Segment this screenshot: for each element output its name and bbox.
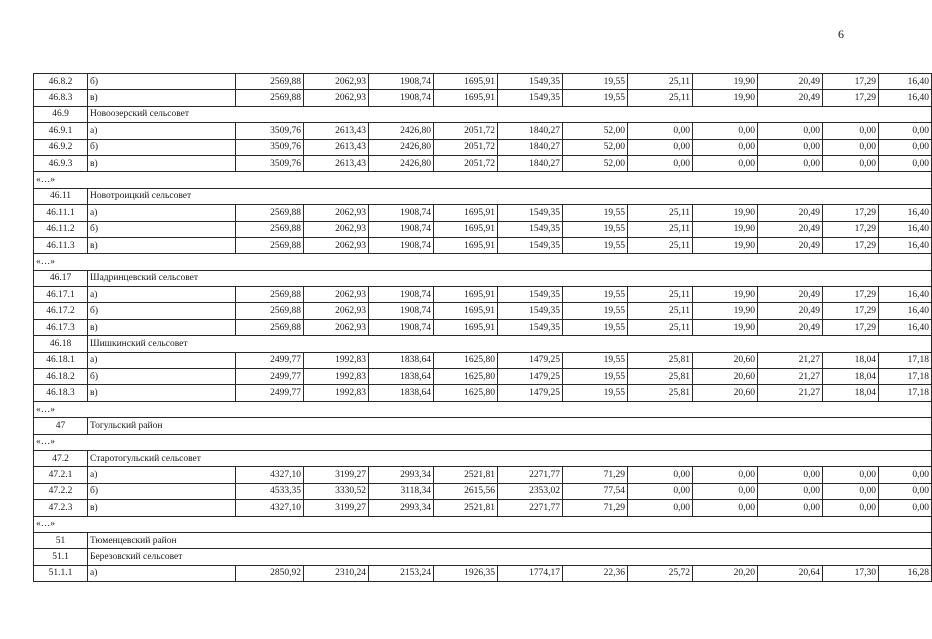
row-subitem: а) <box>88 123 236 139</box>
value-cell: 2051,72 <box>434 155 498 171</box>
table-row <box>34 74 932 90</box>
row-code: 46.18.1 <box>34 352 88 368</box>
section-row <box>34 532 932 548</box>
value-cell: 1549,35 <box>498 303 563 319</box>
section-name: Старотогульский сельсовет <box>88 450 932 466</box>
row-code: 46.11.1 <box>34 205 88 221</box>
value-cell: 1992,83 <box>304 352 369 368</box>
value-cell: 19,90 <box>693 287 758 303</box>
value-cell: 0,00 <box>628 139 693 155</box>
value-cell: 1838,64 <box>369 369 434 385</box>
value-cell: 25,11 <box>628 319 693 335</box>
value-cell: 17,29 <box>823 90 879 106</box>
value-cell: 20,60 <box>693 369 758 385</box>
value-cell: 0,00 <box>758 483 823 499</box>
value-cell: 17,29 <box>823 287 879 303</box>
value-cell: 3509,76 <box>236 155 304 171</box>
value-cell: 2613,43 <box>304 155 369 171</box>
value-cell: 1549,35 <box>498 319 563 335</box>
row-code: 46.17.1 <box>34 287 88 303</box>
value-cell: 16,40 <box>879 221 932 237</box>
value-cell: 17,18 <box>879 385 932 401</box>
value-cell: 20,49 <box>758 205 823 221</box>
value-cell: 25,81 <box>628 385 693 401</box>
value-cell: 20,20 <box>693 565 758 581</box>
value-cell: 19,55 <box>563 369 628 385</box>
value-cell: 2426,80 <box>369 139 434 155</box>
row-subitem: б) <box>88 139 236 155</box>
section-name: Новотроицкий сельсовет <box>88 188 932 204</box>
section-code: 46.9 <box>34 106 88 122</box>
value-cell: 2062,93 <box>304 319 369 335</box>
value-cell: 19,55 <box>563 237 628 253</box>
omission-mark: «…» <box>34 516 932 532</box>
value-cell: 25,72 <box>628 565 693 581</box>
value-cell: 52,00 <box>563 155 628 171</box>
value-cell: 1774,17 <box>498 565 563 581</box>
value-cell: 20,60 <box>693 385 758 401</box>
value-cell: 19,55 <box>563 221 628 237</box>
table-row <box>34 221 932 237</box>
table-row <box>34 205 932 221</box>
value-cell: 2353,02 <box>498 483 563 499</box>
value-cell: 77,54 <box>563 483 628 499</box>
omission-row <box>34 254 932 270</box>
value-cell: 21,27 <box>758 369 823 385</box>
value-cell: 19,90 <box>693 90 758 106</box>
value-cell: 19,55 <box>563 287 628 303</box>
value-cell: 20,49 <box>758 74 823 90</box>
value-cell: 19,55 <box>563 90 628 106</box>
value-cell: 16,40 <box>879 287 932 303</box>
row-subitem: а) <box>88 287 236 303</box>
table-row <box>34 139 932 155</box>
section-row <box>34 336 932 352</box>
row-code: 46.18.2 <box>34 369 88 385</box>
section-row <box>34 106 932 122</box>
value-cell: 2153,24 <box>369 565 434 581</box>
value-cell: 19,55 <box>563 205 628 221</box>
value-cell: 1695,91 <box>434 303 498 319</box>
section-name: Шишкинский сельсовет <box>88 336 932 352</box>
value-cell: 1549,35 <box>498 287 563 303</box>
value-cell: 1838,64 <box>369 385 434 401</box>
value-cell: 2615,56 <box>434 483 498 499</box>
value-cell: 1479,25 <box>498 385 563 401</box>
table-row <box>34 237 932 253</box>
value-cell: 3118,34 <box>369 483 434 499</box>
value-cell: 0,00 <box>879 483 932 499</box>
value-cell: 19,90 <box>693 237 758 253</box>
value-cell: 4327,10 <box>236 467 304 483</box>
value-cell: 0,00 <box>758 155 823 171</box>
value-cell: 22,36 <box>563 565 628 581</box>
value-cell: 2569,88 <box>236 319 304 335</box>
value-cell: 20,64 <box>758 565 823 581</box>
section-name: Шадринцевский сельсовет <box>88 270 932 286</box>
value-cell: 20,49 <box>758 90 823 106</box>
value-cell: 1908,74 <box>369 205 434 221</box>
value-cell: 25,11 <box>628 303 693 319</box>
section-code: 46.17 <box>34 270 88 286</box>
table-row <box>34 90 932 106</box>
row-subitem: в) <box>88 500 236 516</box>
table-row <box>34 369 932 385</box>
section-row <box>34 188 932 204</box>
section-row <box>34 549 932 565</box>
row-code: 46.17.3 <box>34 319 88 335</box>
value-cell: 0,00 <box>628 123 693 139</box>
value-cell: 1838,64 <box>369 352 434 368</box>
value-cell: 0,00 <box>628 483 693 499</box>
value-cell: 20,49 <box>758 303 823 319</box>
row-subitem: а) <box>88 205 236 221</box>
value-cell: 1695,91 <box>434 287 498 303</box>
value-cell: 2569,88 <box>236 205 304 221</box>
value-cell: 20,60 <box>693 352 758 368</box>
value-cell: 2569,88 <box>236 90 304 106</box>
page-number: 6 <box>838 27 844 41</box>
value-cell: 20,49 <box>758 319 823 335</box>
row-code: 46.9.2 <box>34 139 88 155</box>
value-cell: 4533,35 <box>236 483 304 499</box>
value-cell: 1992,83 <box>304 369 369 385</box>
value-cell: 1549,35 <box>498 221 563 237</box>
value-cell: 17,29 <box>823 237 879 253</box>
value-cell: 1695,91 <box>434 90 498 106</box>
value-cell: 18,04 <box>823 385 879 401</box>
value-cell: 1840,27 <box>498 123 563 139</box>
value-cell: 1992,83 <box>304 385 369 401</box>
value-cell: 1695,91 <box>434 221 498 237</box>
row-code: 47.2.2 <box>34 483 88 499</box>
value-cell: 1695,91 <box>434 237 498 253</box>
value-cell: 2271,77 <box>498 467 563 483</box>
value-cell: 19,90 <box>693 303 758 319</box>
omission-mark: «…» <box>34 401 932 417</box>
omission-mark: «…» <box>34 254 932 270</box>
value-cell: 0,00 <box>823 483 879 499</box>
value-cell: 20,49 <box>758 237 823 253</box>
value-cell: 17,29 <box>823 303 879 319</box>
value-cell: 0,00 <box>879 123 932 139</box>
value-cell: 0,00 <box>758 123 823 139</box>
row-code: 46.11.3 <box>34 237 88 253</box>
value-cell: 71,29 <box>563 500 628 516</box>
omission-row <box>34 401 932 417</box>
value-cell: 3199,27 <box>304 467 369 483</box>
value-cell: 0,00 <box>879 155 932 171</box>
value-cell: 19,55 <box>563 74 628 90</box>
section-code: 47.2 <box>34 450 88 466</box>
value-cell: 19,55 <box>563 352 628 368</box>
row-subitem: в) <box>88 319 236 335</box>
value-cell: 17,29 <box>823 205 879 221</box>
row-subitem: в) <box>88 155 236 171</box>
value-cell: 0,00 <box>879 139 932 155</box>
table-row <box>34 352 932 368</box>
table-row <box>34 483 932 499</box>
value-cell: 1625,80 <box>434 369 498 385</box>
value-cell: 1908,74 <box>369 319 434 335</box>
section-name: Тюменцевский район <box>88 532 932 548</box>
value-cell: 2062,93 <box>304 221 369 237</box>
value-cell: 1695,91 <box>434 205 498 221</box>
value-cell: 21,27 <box>758 385 823 401</box>
row-code: 46.8.3 <box>34 90 88 106</box>
value-cell: 0,00 <box>879 500 932 516</box>
omission-row <box>34 434 932 450</box>
table-row <box>34 565 932 581</box>
value-cell: 4327,10 <box>236 500 304 516</box>
value-cell: 2499,77 <box>236 369 304 385</box>
row-subitem: в) <box>88 237 236 253</box>
value-cell: 2521,81 <box>434 500 498 516</box>
value-cell: 0,00 <box>823 155 879 171</box>
value-cell: 0,00 <box>693 500 758 516</box>
value-cell: 0,00 <box>879 467 932 483</box>
omission-row <box>34 516 932 532</box>
row-subitem: б) <box>88 74 236 90</box>
table-row <box>34 467 932 483</box>
value-cell: 2569,88 <box>236 237 304 253</box>
row-code: 46.8.2 <box>34 74 88 90</box>
value-cell: 3509,76 <box>236 123 304 139</box>
row-subitem: а) <box>88 352 236 368</box>
section-name: Березовский сельсовет <box>88 549 932 565</box>
value-cell: 1908,74 <box>369 287 434 303</box>
value-cell: 0,00 <box>693 483 758 499</box>
value-cell: 17,29 <box>823 319 879 335</box>
value-cell: 2993,34 <box>369 500 434 516</box>
value-cell: 2499,77 <box>236 385 304 401</box>
value-cell: 16,40 <box>879 74 932 90</box>
value-cell: 0,00 <box>823 467 879 483</box>
value-cell: 1908,74 <box>369 74 434 90</box>
value-cell: 0,00 <box>693 467 758 483</box>
table-row <box>34 303 932 319</box>
section-code: 51 <box>34 532 88 548</box>
value-cell: 2993,34 <box>369 467 434 483</box>
section-name: Новоозерский сельсовет <box>88 106 932 122</box>
row-code: 46.9.3 <box>34 155 88 171</box>
value-cell: 2569,88 <box>236 221 304 237</box>
value-cell: 16,40 <box>879 205 932 221</box>
row-subitem: б) <box>88 303 236 319</box>
value-cell: 2613,43 <box>304 139 369 155</box>
value-cell: 25,81 <box>628 352 693 368</box>
value-cell: 3509,76 <box>236 139 304 155</box>
table-row <box>34 385 932 401</box>
value-cell: 2310,24 <box>304 565 369 581</box>
value-cell: 25,11 <box>628 221 693 237</box>
value-cell: 17,18 <box>879 369 932 385</box>
value-cell: 2499,77 <box>236 352 304 368</box>
row-subitem: б) <box>88 369 236 385</box>
value-cell: 0,00 <box>693 123 758 139</box>
value-cell: 17,29 <box>823 221 879 237</box>
row-subitem: б) <box>88 483 236 499</box>
section-code: 51.1 <box>34 549 88 565</box>
table-body <box>34 74 932 582</box>
row-code: 46.9.1 <box>34 123 88 139</box>
row-subitem: б) <box>88 221 236 237</box>
section-code: 47 <box>34 418 88 434</box>
value-cell: 19,90 <box>693 221 758 237</box>
value-cell: 19,90 <box>693 319 758 335</box>
value-cell: 0,00 <box>693 155 758 171</box>
value-cell: 2062,93 <box>304 287 369 303</box>
table-row <box>34 319 932 335</box>
value-cell: 71,29 <box>563 467 628 483</box>
section-row <box>34 418 932 434</box>
value-cell: 25,11 <box>628 90 693 106</box>
value-cell: 1695,91 <box>434 74 498 90</box>
table-row <box>34 500 932 516</box>
value-cell: 25,11 <box>628 205 693 221</box>
value-cell: 2062,93 <box>304 205 369 221</box>
value-cell: 25,11 <box>628 74 693 90</box>
value-cell: 1908,74 <box>369 221 434 237</box>
value-cell: 1908,74 <box>369 90 434 106</box>
section-row <box>34 270 932 286</box>
table-row <box>34 287 932 303</box>
value-cell: 0,00 <box>758 500 823 516</box>
value-cell: 19,55 <box>563 303 628 319</box>
value-cell: 16,40 <box>879 237 932 253</box>
row-code: 47.2.1 <box>34 467 88 483</box>
value-cell: 1549,35 <box>498 237 563 253</box>
value-cell: 2569,88 <box>236 303 304 319</box>
row-code: 51.1.1 <box>34 565 88 581</box>
value-cell: 1549,35 <box>498 205 563 221</box>
value-cell: 0,00 <box>823 500 879 516</box>
value-cell: 25,11 <box>628 237 693 253</box>
value-cell: 52,00 <box>563 139 628 155</box>
value-cell: 18,04 <box>823 352 879 368</box>
value-cell: 0,00 <box>693 139 758 155</box>
table-row <box>34 155 932 171</box>
row-code: 47.2.3 <box>34 500 88 516</box>
value-cell: 2062,93 <box>304 237 369 253</box>
value-cell: 20,49 <box>758 221 823 237</box>
value-cell: 17,29 <box>823 74 879 90</box>
value-cell: 2569,88 <box>236 74 304 90</box>
value-cell: 1479,25 <box>498 352 563 368</box>
value-cell: 19,90 <box>693 74 758 90</box>
value-cell: 17,18 <box>879 352 932 368</box>
value-cell: 1926,35 <box>434 565 498 581</box>
value-cell: 0,00 <box>628 467 693 483</box>
value-cell: 25,81 <box>628 369 693 385</box>
section-code: 46.18 <box>34 336 88 352</box>
row-code: 46.11.2 <box>34 221 88 237</box>
value-cell: 1625,80 <box>434 385 498 401</box>
row-subitem: в) <box>88 90 236 106</box>
value-cell: 2521,81 <box>434 467 498 483</box>
tariff-table <box>33 73 932 582</box>
value-cell: 1908,74 <box>369 237 434 253</box>
section-row <box>34 450 932 466</box>
value-cell: 25,11 <box>628 287 693 303</box>
value-cell: 2613,43 <box>304 123 369 139</box>
omission-row <box>34 172 932 188</box>
value-cell: 16,40 <box>879 319 932 335</box>
section-code: 46.11 <box>34 188 88 204</box>
value-cell: 16,40 <box>879 90 932 106</box>
value-cell: 19,55 <box>563 319 628 335</box>
value-cell: 2062,93 <box>304 90 369 106</box>
value-cell: 1549,35 <box>498 90 563 106</box>
value-cell: 2271,77 <box>498 500 563 516</box>
value-cell: 52,00 <box>563 123 628 139</box>
value-cell: 0,00 <box>758 139 823 155</box>
value-cell: 0,00 <box>758 467 823 483</box>
value-cell: 2062,93 <box>304 303 369 319</box>
row-code: 46.17.2 <box>34 303 88 319</box>
value-cell: 1549,35 <box>498 74 563 90</box>
value-cell: 20,49 <box>758 287 823 303</box>
value-cell: 2051,72 <box>434 139 498 155</box>
omission-mark: «…» <box>34 434 932 450</box>
value-cell: 1840,27 <box>498 155 563 171</box>
omission-mark: «…» <box>34 172 932 188</box>
value-cell: 1695,91 <box>434 319 498 335</box>
value-cell: 2426,80 <box>369 123 434 139</box>
value-cell: 16,28 <box>879 565 932 581</box>
value-cell: 18,04 <box>823 369 879 385</box>
value-cell: 1908,74 <box>369 303 434 319</box>
value-cell: 2051,72 <box>434 123 498 139</box>
value-cell: 2426,80 <box>369 155 434 171</box>
row-subitem: а) <box>88 467 236 483</box>
value-cell: 1479,25 <box>498 369 563 385</box>
value-cell: 0,00 <box>823 123 879 139</box>
value-cell: 2062,93 <box>304 74 369 90</box>
section-name: Тогульский район <box>88 418 932 434</box>
value-cell: 2850,92 <box>236 565 304 581</box>
value-cell: 0,00 <box>628 155 693 171</box>
row-subitem: а) <box>88 565 236 581</box>
value-cell: 0,00 <box>823 139 879 155</box>
value-cell: 1625,80 <box>434 352 498 368</box>
value-cell: 2569,88 <box>236 287 304 303</box>
value-cell: 16,40 <box>879 303 932 319</box>
value-cell: 19,90 <box>693 205 758 221</box>
value-cell: 0,00 <box>628 500 693 516</box>
value-cell: 1840,27 <box>498 139 563 155</box>
value-cell: 3330,52 <box>304 483 369 499</box>
row-code: 46.18.3 <box>34 385 88 401</box>
value-cell: 19,55 <box>563 385 628 401</box>
value-cell: 17,30 <box>823 565 879 581</box>
value-cell: 21,27 <box>758 352 823 368</box>
table-row <box>34 123 932 139</box>
row-subitem: в) <box>88 385 236 401</box>
value-cell: 3199,27 <box>304 500 369 516</box>
